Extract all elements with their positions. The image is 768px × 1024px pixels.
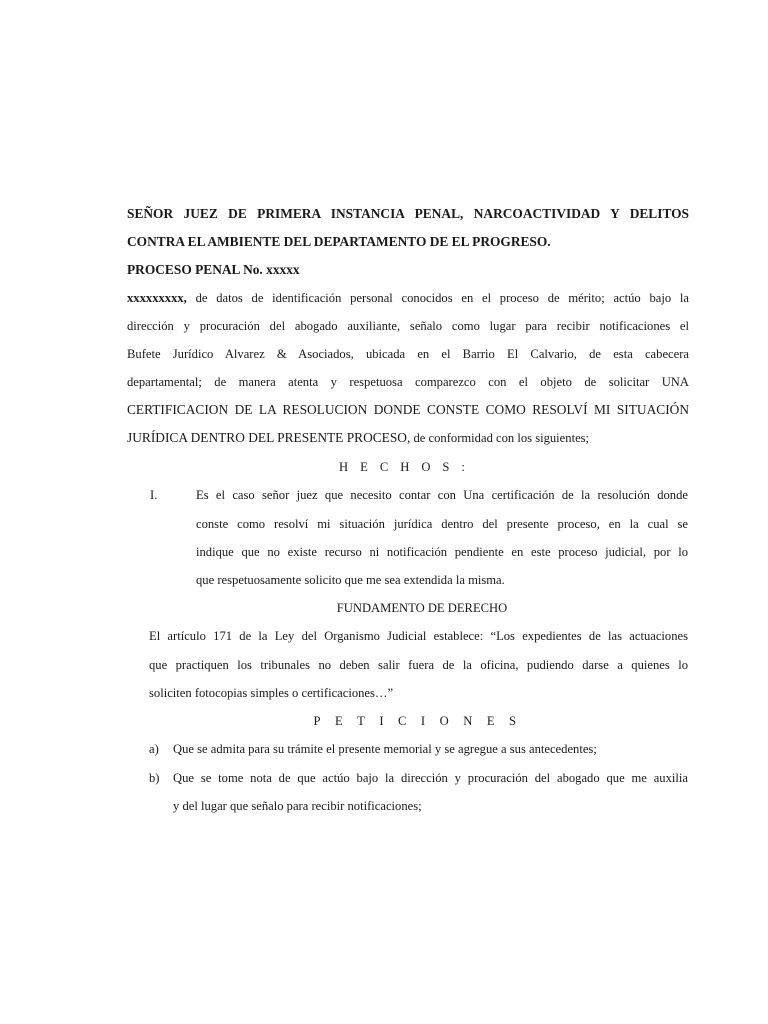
- hechos-item-line-3: indique que no existe recurso ni notificación pendiente en este proceso judicial, por lo: [196, 545, 688, 559]
- intro-line-5: CERTIFICACION DE LA RESOLUCION DONDE CONSTE COMO RESOLVÍ MI SITUACIÓN: [127, 402, 689, 417]
- case-number-line: PROCESO PENAL No. xxxxx: [127, 262, 300, 277]
- fundamento-line-3: soliciten fotocopias simples o certificaciones…”: [149, 686, 394, 700]
- intro-line-2: dirección y procuración del abogado auxiliante, señalo como lugar para recibir notificaciones el: [127, 319, 689, 333]
- intro-line-6-caps: JURÍDICA DENTRO DEL PRESENTE PROCESO,: [127, 430, 411, 445]
- heading-line-2: CONTRA EL AMBIENTE DEL DEPARTAMENTO DE EL PROGRESO.: [127, 234, 551, 249]
- peticiones-item-b-line-2: y del lugar que señalo para recibir notificaciones;: [173, 799, 422, 813]
- peticiones-item-b-line-1: Que se tome nota de que actúo bajo la dirección y procuración del abogado que me auxilia: [173, 771, 688, 785]
- fundamento-line-2: que practiquen los tribunales no deben salir fuera de la oficina, pudiendo darse a quienes lo: [149, 658, 688, 672]
- heading-line-1: SEÑOR JUEZ DE PRIMERA INSTANCIA PENAL, NARCOACTIVIDAD Y DELITOS: [127, 206, 689, 221]
- peticiones-marker-a: a): [149, 742, 159, 756]
- party-name: xxxxxxxxx,: [127, 291, 187, 305]
- peticiones-title: PETICIONES: [313, 714, 531, 728]
- hechos-item-line-1: Es el caso señor juez que necesito contar con Una certificación de la resolución donde: [196, 488, 688, 502]
- peticiones-item-a-line-1: Que se admita para su trámite el presente memorial y se agregue a sus antecedentes;: [173, 742, 597, 756]
- peticiones-marker-b: b): [149, 771, 160, 785]
- intro-line-4: departamental; de manera atenta y respetuosa comparezco con el objeto de solicitar UNA: [127, 375, 689, 389]
- intro-line-3: Bufete Jurídico Alvarez & Asociados, ubicada en el Barrio El Calvario, de esta cabecera: [127, 347, 689, 361]
- intro-line-6: [127, 430, 589, 446]
- hechos-title: HECHOS:: [339, 460, 477, 474]
- hechos-item-line-4: que respetuosamente solicito que me sea extendida la misma.: [196, 573, 505, 587]
- intro-line-1: [127, 290, 689, 306]
- intro-line-6-text: de conformidad con los siguientes;: [413, 431, 590, 445]
- hechos-item-number: I.: [150, 488, 158, 502]
- fundamento-title: FUNDAMENTO DE DERECHO: [336, 601, 508, 615]
- fundamento-line-1: El artículo 171 de la Ley del Organismo Judicial establece: “Los expedientes de las actuaciones: [149, 629, 688, 643]
- hechos-item-line-2: conste como resolví mi situación jurídica dentro del presente proceso, en la cual se: [196, 517, 688, 531]
- intro-line-1-text: de datos de identificación personal conocidos en el proceso de mérito; actúo bajo la: [195, 291, 689, 305]
